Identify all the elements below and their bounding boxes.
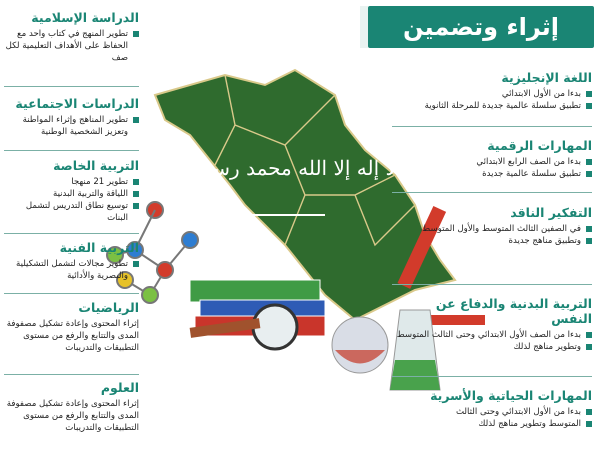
bullet-icon xyxy=(133,261,139,267)
bullet-icon xyxy=(133,179,139,185)
divider xyxy=(4,233,139,234)
list-item xyxy=(392,329,592,341)
section-islamic-studies xyxy=(4,10,139,64)
bullet-icon xyxy=(586,103,592,109)
section-english xyxy=(392,70,592,112)
page-title xyxy=(368,6,594,48)
section-physical-education xyxy=(392,296,592,353)
divider xyxy=(4,86,139,87)
round-flask xyxy=(332,317,388,373)
section-paragraph: إثراء المحتوى وإعادة تشكيل مصفوفة المدى والتتابع والرفع من مستوى التطبيقات والتدريبات xyxy=(6,319,139,353)
list-item-text: تطوير المنهج في كتاب واحد مع الحفاظ على الأهداف التعليمية لكل صف xyxy=(5,29,128,63)
bullet-icon xyxy=(133,203,139,209)
bullet-icon xyxy=(133,117,139,123)
section-science xyxy=(4,380,139,434)
section-title: الدراسة الإسلامية xyxy=(31,10,139,25)
list-item xyxy=(392,168,592,180)
list-item-text: توسيع نطاق التدريس لتشمل البنات xyxy=(25,201,128,223)
list-item xyxy=(4,176,139,188)
section-art-education xyxy=(4,240,139,282)
list-item-text: المتوسط وتطوير مناهج لذلك xyxy=(478,419,581,429)
list-item xyxy=(4,258,139,282)
page-title-text: إثراء وتضمين xyxy=(402,13,560,41)
list-item-text: تطوير المناهج وإثراء المواطنة وتعزيز الشخصية الوطنية xyxy=(22,115,128,137)
divider xyxy=(4,150,139,151)
bullet-icon xyxy=(586,344,592,350)
list-item-text: تطبيق سلسلة عالمية جديدة للمرحلة الثانوية xyxy=(424,101,581,111)
divider xyxy=(4,374,139,375)
bullet-icon xyxy=(586,421,592,427)
list-item-text: تطوير مجالات لتشمل التشكيلية والبصرية والأدائية xyxy=(16,259,128,281)
list-item-text: بدءا من الأول الابتدائي xyxy=(501,89,581,99)
divider xyxy=(392,376,592,377)
bullet-icon xyxy=(586,171,592,177)
list-item-text: بدءا من الصف الرابع الابتدائي xyxy=(476,157,581,167)
list-item-text: في الصفين الثالث المتوسط والأول المتوسط xyxy=(422,224,581,234)
section-title: الرياضيات xyxy=(78,300,139,315)
list-item xyxy=(392,88,592,100)
list-item-text: تطبيق سلسلة عالمية جديدة xyxy=(482,169,581,179)
section-paragraph: إثراء المحتوى وإعادة تشكيل مصفوفة المدى والتتابع والرفع من مستوى التطبيقات والتدريبات xyxy=(6,399,139,433)
bullet-icon xyxy=(586,409,592,415)
section-critical-thinking xyxy=(392,205,592,247)
bullet-icon xyxy=(586,159,592,165)
section-social-studies xyxy=(4,96,139,138)
section-title: الدراسات الاجتماعية xyxy=(15,96,139,111)
section-title: التفكير الناقد xyxy=(510,205,592,220)
list-item xyxy=(392,156,592,168)
title-edge xyxy=(360,6,368,48)
bullet-icon xyxy=(586,91,592,97)
flag-shahada: لا إله إلا الله محمد رسول الله xyxy=(153,156,397,180)
list-item-text: تطوير 21 منهجا xyxy=(71,177,128,187)
section-title: المهارات الحياتية والأسرية xyxy=(430,388,592,403)
section-title: العلوم xyxy=(100,380,139,395)
section-digital-skills xyxy=(392,138,592,180)
section-title: التربية الخاصة xyxy=(53,158,139,173)
list-item xyxy=(392,235,592,247)
list-item xyxy=(392,341,592,353)
section-title: التربية البدنية والدفاع عن النفس xyxy=(435,296,592,326)
section-life-skills xyxy=(392,388,592,430)
list-item-text: اللياقة والتربية البدنية xyxy=(52,189,128,199)
section-title: التربية الفنية xyxy=(59,240,139,255)
list-item xyxy=(4,28,139,64)
list-item-text: بدءا من الصف الأول الابتدائي وحتى الثالث المتوسط xyxy=(396,330,581,340)
book-green xyxy=(190,280,320,302)
list-item-text: وتطوير مناهج لذلك xyxy=(513,342,581,352)
list-item xyxy=(392,418,592,430)
list-item-text: بدءا من الأول الابتدائي وحتى الثالث xyxy=(455,407,581,417)
bullet-icon xyxy=(133,31,139,37)
bullet-icon xyxy=(586,226,592,232)
divider xyxy=(392,192,592,193)
list-item xyxy=(4,114,139,138)
list-item xyxy=(392,406,592,418)
list-item xyxy=(4,188,139,200)
section-mathematics xyxy=(4,300,139,354)
divider xyxy=(4,293,139,294)
list-item xyxy=(392,223,592,235)
list-item-text: وتطبيق مناهج جديدة xyxy=(508,236,581,246)
bullet-icon xyxy=(586,332,592,338)
divider xyxy=(392,284,592,285)
bullet-icon xyxy=(586,238,592,244)
section-special-education xyxy=(4,158,139,224)
section-title: المهارات الرقمية xyxy=(487,138,592,153)
divider xyxy=(392,126,592,127)
list-item xyxy=(392,100,592,112)
list-item xyxy=(4,200,139,224)
bullet-icon xyxy=(133,191,139,197)
section-title: اللغة الإنجليزية xyxy=(501,70,592,85)
